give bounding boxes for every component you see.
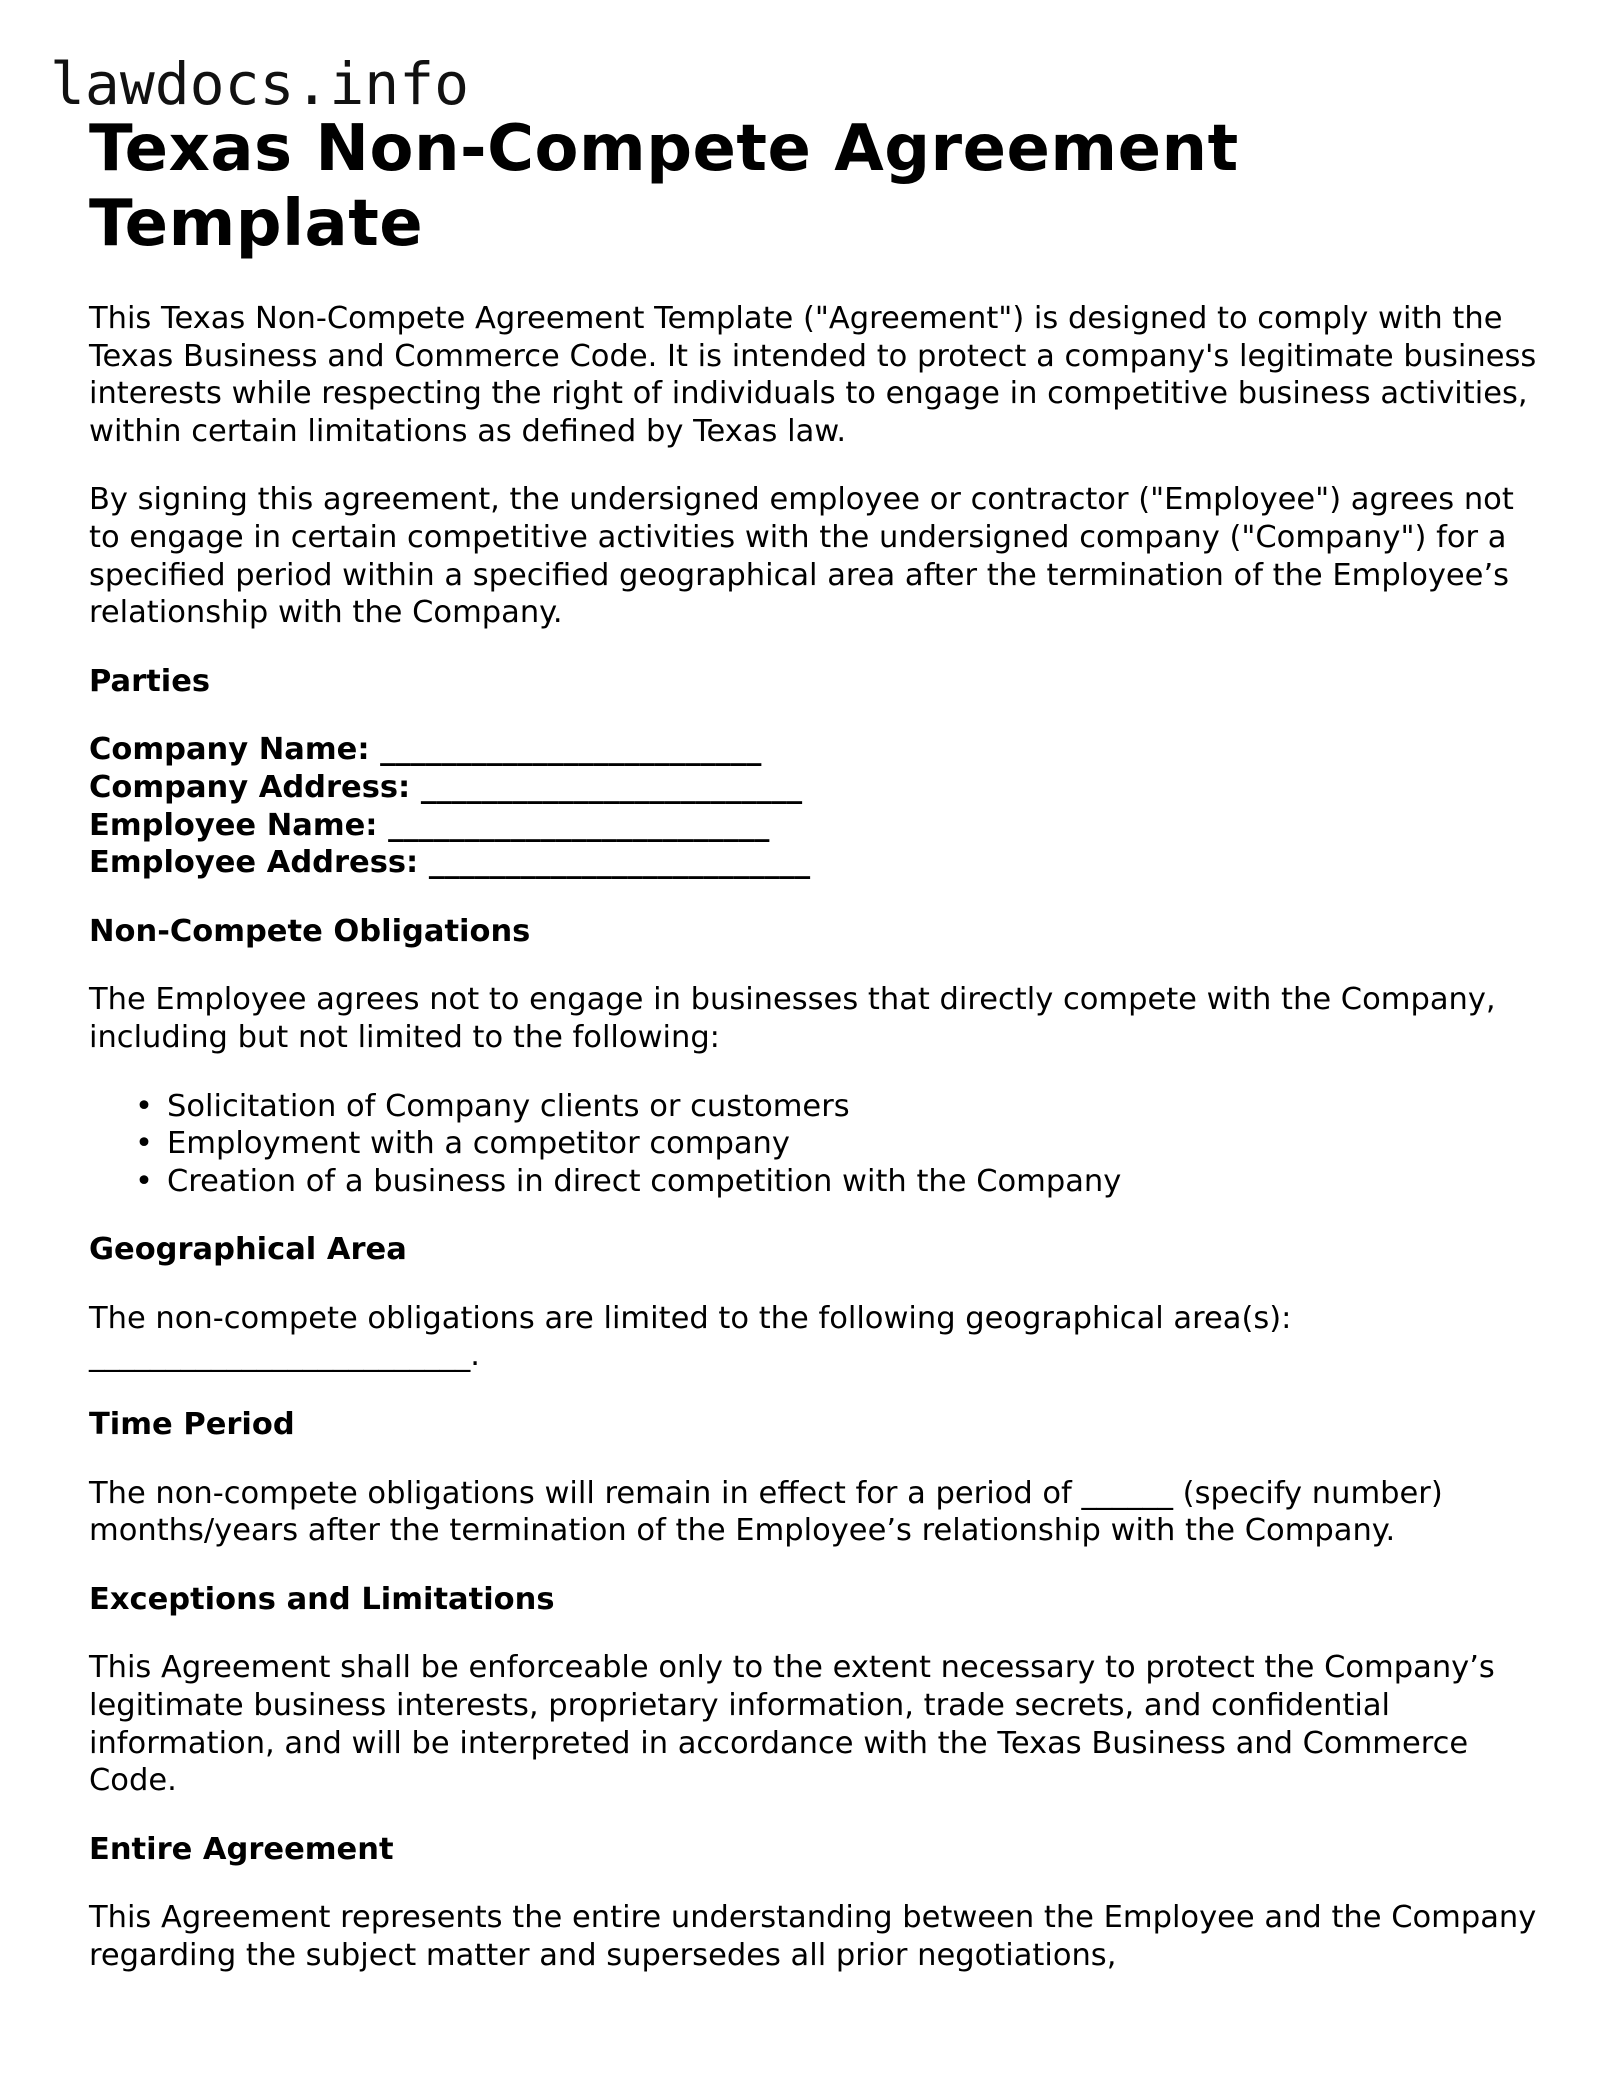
exceptions-heading: Exceptions and Limitations [89, 1581, 555, 1617]
employee-address-blank: _________________________ [428, 845, 811, 881]
document-body [89, 300, 1549, 1975]
geography-text: The non-compete obligations are limited to the following geographical area(s): _________________________. [89, 1300, 1292, 1374]
bullet-icon: • [135, 1088, 153, 1124]
employee-name-label: Employee Name: [89, 807, 378, 843]
document-title: Texas Non-Compete Agreement Template [89, 112, 1239, 261]
obligations-text: The Employee agrees not to engage in businesses that directly compete with the Company, including but not limited to the following: [89, 982, 1496, 1055]
entire-agreement-heading: Entire Agreement [89, 1831, 394, 1867]
parties-fields [89, 731, 1549, 881]
employee-address-label: Employee Address: [89, 845, 419, 881]
list-item-text: Employment with a competitor company [167, 1126, 790, 1162]
entire-agreement-text: This Agreement represents the entire understanding between the Employee and the Company regarding the subject matter and supersedes all prior negotiations, [89, 1900, 1537, 1973]
employee-address-field [89, 844, 1549, 882]
parties-heading: Parties [89, 663, 211, 699]
geography-heading: Geographical Area [89, 1232, 407, 1268]
company-address-blank: _________________________ [420, 769, 803, 805]
list-item-text: Solicitation of Company clients or customers [167, 1088, 850, 1124]
company-name-label: Company Name: [89, 732, 370, 768]
obligations-heading: Non-Compete Obligations [89, 913, 531, 949]
document [89, 112, 1549, 2006]
time-period-text: The non-compete obligations will remain in effect for a period of ______ (specify number) months/years after the termination of the Employee’s relationship with the Company. [89, 1475, 1443, 1549]
company-address-label: Company Address: [89, 769, 411, 805]
exceptions-text: This Agreement shall be enforceable only to the extent necessary to protect the Company’s legitimate business interests, proprietary information, trade secrets, and confidential information, and will be interpreted in accordance with the Texas Business and Commerce Code. [89, 1650, 1495, 1799]
company-name-blank: _________________________ [380, 732, 762, 768]
employee-name-blank: _________________________ [388, 807, 770, 843]
list-item-text: Creation of a business in direct competition with the Company [167, 1163, 1122, 1199]
company-name-field [89, 731, 1549, 769]
employee-name-field [89, 807, 1549, 845]
list-item [135, 1088, 1549, 1126]
intro-paragraph-2: By signing this agreement, the undersigned employee or contractor ("Employee") agrees not to engage in certain competitive activities with the undersigned company ("Company") for a specified period within a specified geographical area after the termination of the Employee’s relationship with the Company. [89, 482, 1514, 631]
obligations-list [89, 1088, 1549, 1201]
time-period-heading: Time Period [89, 1407, 295, 1443]
site-watermark: lawdocs.info [50, 50, 470, 118]
company-address-field [89, 769, 1549, 807]
list-item [135, 1125, 1549, 1163]
intro-paragraph-1: This Texas Non-Compete Agreement Template ("Agreement") is designed to comply with the Texas Business and Commerce Code. It is intended to protect a company's legitimate business interests while respecting the right of individuals to engage in competitive business activities, within certain limitations as defined by Texas law. [89, 301, 1537, 449]
bullet-icon: • [135, 1163, 153, 1199]
list-item [135, 1163, 1549, 1201]
bullet-icon: • [135, 1126, 153, 1162]
